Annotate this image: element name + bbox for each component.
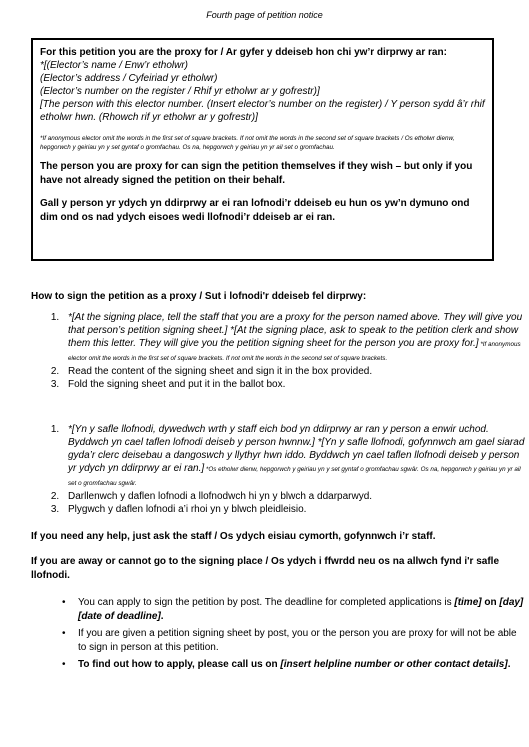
sign-themselves-english: The person you are proxy for can sign the petition themselves if they wish – but only if you have not already signed the petition on their behalf. [40, 161, 473, 186]
bullet-icon: • [62, 659, 66, 670]
welsh-step-1-text: *[Yn y safle llofnodi, dywedwch wrth y staff eich bod yn ddirprwy ar ran y person a enwir uchod. Byddwch yn cael taflen lofnodi deiseb y person hwnnw.] *[Yn y safle llofnodi, gofynnwch am gael siarad gyda’r clerc deisebau a dangoswch y llythyr hwn iddo. Byddwch yn cael taflen llofnodi deiseb y person yr ydych yn ddirprwy ar ei ran.] [68, 424, 525, 474]
list-item [62, 503, 527, 516]
how-to-apply-end: . [507, 659, 511, 670]
help-heading: If you need any help, just ask the staff / Os ydych eisiau cymorth, gofynnwch i’r staff. [31, 531, 436, 542]
deadline-date-placeholder: [day] [date of deadline] [78, 597, 524, 622]
list-item [62, 423, 527, 490]
welsh-step-2-text: Darllenwch y daflen lofnodi a llofnodwch hi yn y blwch a ddarparwyd. [68, 491, 373, 502]
list-item [62, 627, 527, 655]
list-item [62, 311, 527, 365]
bullet-icon: • [62, 628, 66, 639]
deadline-on-text: on [481, 597, 500, 608]
anonymous-note: *If anonymous elector omit the words in the first set of square brackets. If not omit the words in the second set of square brackets / Os etholwr dienw, hepgorwch y geiriau yn y set gyntaf o gromfachau. Os na, hepgorwch y geiriau yn yr ail set o gromfachau. [40, 135, 455, 151]
away-heading: If you are away or cannot go to the signing place / Os ydych i ffwrdd neu os na allwch fynd i'r safle llofnodi. [31, 556, 500, 581]
list-item [62, 365, 527, 378]
page-title: Fourth page of petition notice [206, 10, 323, 20]
list-item [62, 658, 527, 672]
list-item [62, 596, 527, 624]
english-step-1-note: *If anonymous elector omit the words in the first set of square brackets. If not omit the words in the second set of square brackets. [68, 341, 521, 362]
proxy-box-heading: For this petition you are the proxy for / Ar gyfer y ddeiseb hon chi yw’r dirprwy ar ran: [40, 47, 447, 58]
bullet-icon: • [62, 597, 66, 608]
postal-sheet-warning: If you are given a petition signing sheet by post, you or the person you are proxy for will not be able to sign in person at this petition. [78, 628, 517, 653]
sign-themselves-welsh: Gall y person yr ydych yn ddirprwy ar ei ran lofnodi’r ddeiseb eu hun os yw’n dymuno ond dim ond os nad ydych eisoes wedi llofnodi’r ddeiseb ar ei ran. [40, 198, 470, 223]
welsh-steps-list [31, 423, 527, 516]
elector-address-line: (Elector’s address / Cyfeiriad yr etholwr) [40, 73, 218, 84]
elector-name-line: *[(Elector’s name / Enw’r etholwr) [40, 60, 189, 71]
english-step-2-text: Read the content of the signing sheet and sign it in the box provided. [68, 366, 373, 377]
english-steps-list [31, 311, 527, 391]
list-item [62, 378, 527, 391]
postal-info-list [31, 596, 527, 675]
english-step-1-text: *[At the signing place, tell the staff that you are a proxy for the person named above. They will give you that person’s petition signing sheet.] *[At the signing place, ask to speak to the petition clerk and show them this letter. They will give you the petition signing sheet for the person you are proxy for.] [68, 312, 523, 349]
anonymous-elector-line: [The person with this elector number. (Insert elector’s number on the register) / Y person sydd â’r rhif etholwr hwn. (Rhowch rif yr etholwr ar y gofrestr)] [40, 99, 485, 123]
postal-apply-text: You can apply to sign the petition by post. The deadline for completed applications is [78, 597, 455, 608]
english-step-3-text: Fold the signing sheet and put it in the ballot box. [68, 379, 286, 390]
proxy-details-box [31, 38, 494, 261]
welsh-step-3-text: Plygwch y daflen lofnodi a’i rhoi yn y blwch pleidleisio. [68, 504, 307, 515]
list-item [62, 490, 527, 503]
how-to-heading: How to sign the petition as a proxy / Sut i lofnodi'r ddeiseb fel dirprwy: [31, 291, 367, 302]
welsh-step-1-note: *Os etholwr dienw, hepgorwch y geiriau yn y set gyntaf o gromfachau sgwâr. Os na, hepgorwch y geiriau yn yr ail set o gromfachau sgwâr. [68, 466, 521, 487]
deadline-end: . [160, 611, 164, 622]
helpline-placeholder: [insert helpline number or other contact details] [280, 659, 508, 670]
deadline-time-placeholder: [time] [454, 597, 482, 608]
how-to-apply-text: To find out how to apply, please call us on [78, 659, 281, 670]
elector-number-line: (Elector’s number on the register / Rhif yr etholwr ar y gofrestr)] [40, 86, 320, 97]
